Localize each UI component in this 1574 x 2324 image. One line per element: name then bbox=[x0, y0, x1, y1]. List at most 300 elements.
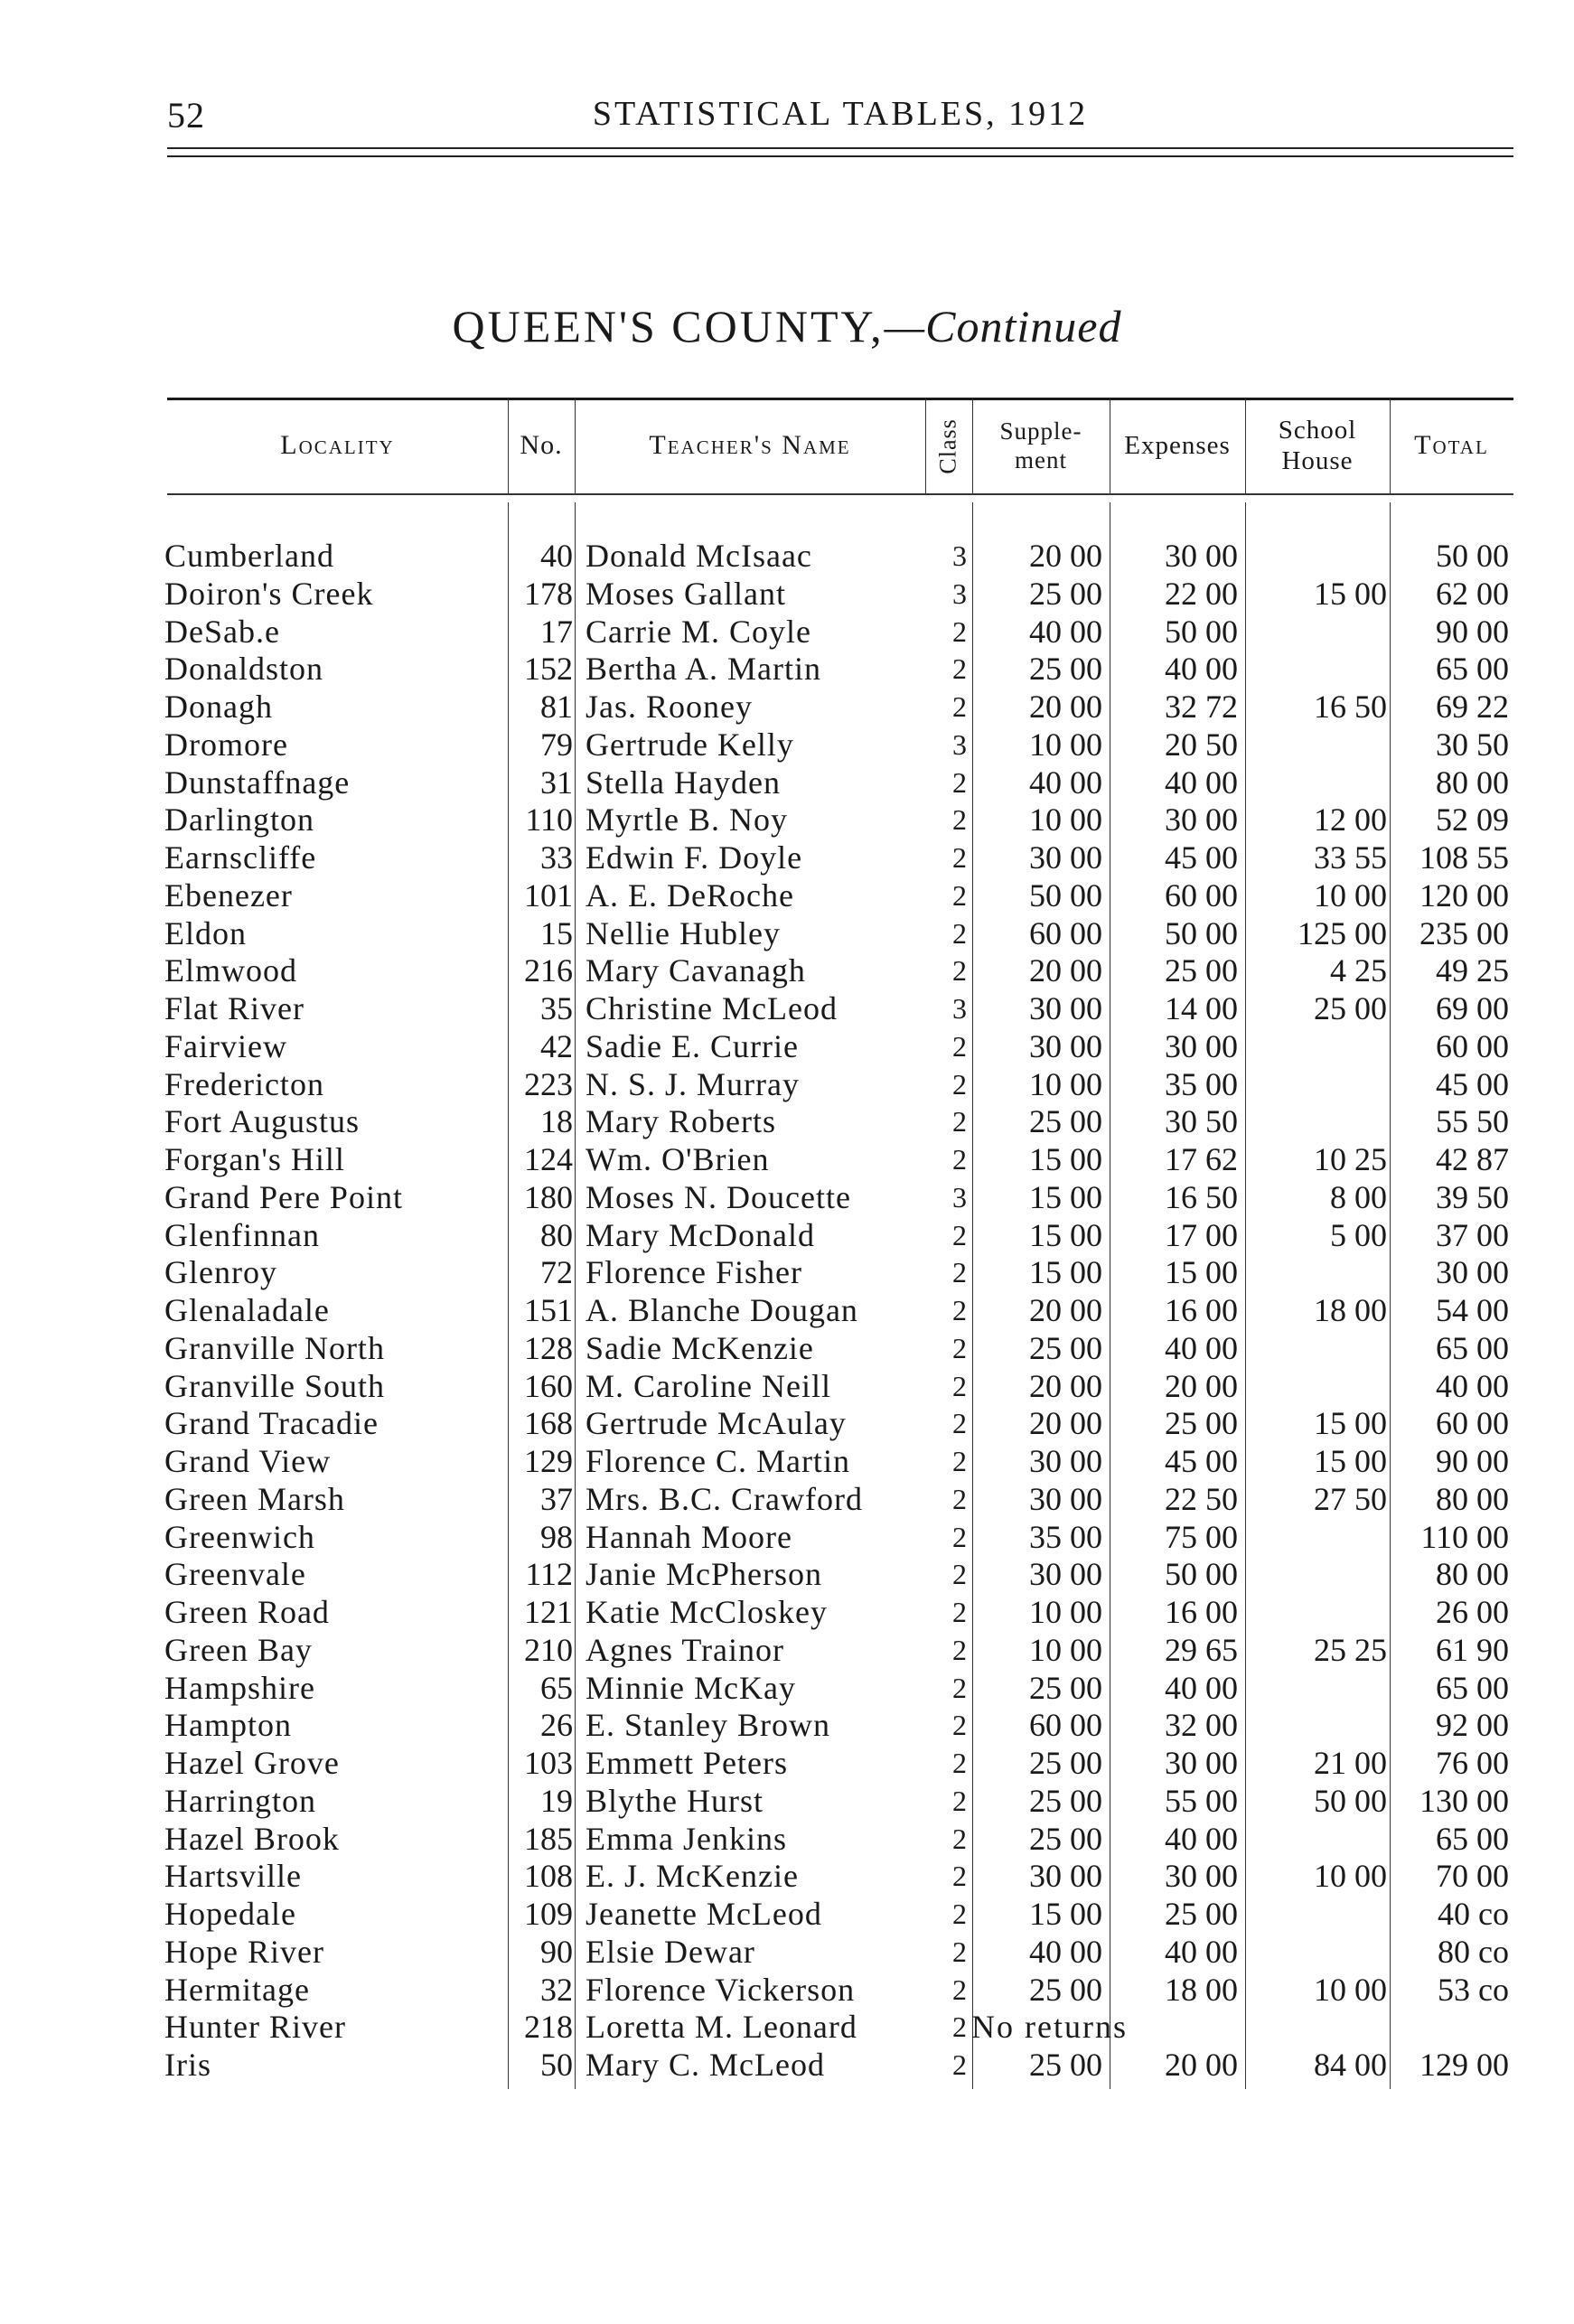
table-row bbox=[0, 2046, 1574, 2084]
table-row bbox=[0, 1820, 1574, 1858]
cell-class: 2 bbox=[952, 2048, 967, 2081]
table-row bbox=[0, 1140, 1574, 1178]
cell-total: 65 00 bbox=[1436, 1820, 1509, 1857]
cell-no: 151 bbox=[524, 1292, 573, 1328]
cell-expenses: 40 00 bbox=[1165, 1329, 1238, 1366]
table-row bbox=[0, 537, 1574, 575]
table-row bbox=[0, 1178, 1574, 1216]
table-row bbox=[0, 1442, 1574, 1480]
cell-teacher-name: Mary McDonald bbox=[586, 1216, 815, 1253]
cell-total: 90 00 bbox=[1436, 1443, 1509, 1479]
cell-supplement: 10 00 bbox=[1029, 1594, 1102, 1630]
page-header bbox=[167, 94, 1513, 139]
cell-no: 216 bbox=[524, 952, 573, 989]
cell-class: 3 bbox=[952, 727, 967, 761]
table-header-rule bbox=[167, 493, 1513, 495]
cell-expenses: 16 00 bbox=[1165, 1292, 1238, 1328]
cell-supplement: 10 00 bbox=[1029, 1631, 1102, 1668]
cell-expenses: 30 00 bbox=[1165, 538, 1238, 574]
cell-total: 52 09 bbox=[1436, 801, 1509, 839]
cell-total: 108 55 bbox=[1419, 839, 1509, 876]
cell-total: 76 00 bbox=[1436, 1745, 1509, 1781]
cell-school-house: 15 00 bbox=[1314, 575, 1387, 612]
cell-class: 2 bbox=[952, 1143, 967, 1176]
cell-teacher-name: Elsie Dewar bbox=[586, 1933, 755, 1970]
cell-locality: Greenwich bbox=[164, 1518, 315, 1555]
cell-note: No returns bbox=[971, 2009, 1128, 2046]
cell-expenses: 14 00 bbox=[1165, 990, 1238, 1026]
cell-supplement: 20 00 bbox=[1029, 1405, 1102, 1442]
cell-supplement: 20 00 bbox=[1029, 538, 1102, 574]
cell-expenses: 16 50 bbox=[1165, 1178, 1238, 1215]
cell-locality: Grand Pere Point bbox=[164, 1178, 403, 1215]
cell-class: 2 bbox=[952, 878, 967, 912]
table-row bbox=[0, 1631, 1574, 1669]
cell-locality: Donagh bbox=[164, 689, 273, 725]
cell-total: 60 00 bbox=[1436, 1405, 1509, 1442]
cell-teacher-name: Moses N. Doucette bbox=[586, 1178, 851, 1215]
cell-expenses: 60 00 bbox=[1165, 876, 1238, 914]
cell-expenses: 30 00 bbox=[1165, 801, 1238, 839]
cell-class: 2 bbox=[952, 1898, 967, 1930]
table-row bbox=[0, 2008, 1574, 2046]
cell-class: 2 bbox=[952, 1294, 967, 1326]
cell-class: 3 bbox=[952, 539, 967, 572]
cell-no: 128 bbox=[524, 1329, 573, 1366]
cell-total: 80 00 bbox=[1436, 764, 1509, 801]
table-row bbox=[0, 688, 1574, 726]
cell-expenses: 17 62 bbox=[1165, 1141, 1238, 1177]
cell-locality: Hampton bbox=[164, 1707, 292, 1744]
cell-school-house: 50 00 bbox=[1314, 1782, 1387, 1819]
cell-total: 90 00 bbox=[1436, 613, 1509, 650]
cell-supplement: 40 00 bbox=[1029, 764, 1102, 801]
cell-supplement: 10 00 bbox=[1029, 801, 1102, 839]
cell-class: 2 bbox=[952, 916, 967, 950]
cell-class: 2 bbox=[952, 614, 967, 648]
cell-locality: Grand View bbox=[164, 1443, 332, 1479]
cell-no: 223 bbox=[524, 1065, 573, 1102]
cell-locality: Glenroy bbox=[164, 1254, 277, 1291]
cell-supplement: 15 00 bbox=[1029, 1216, 1102, 1253]
cell-class: 2 bbox=[952, 1445, 967, 1477]
cell-supplement: 30 00 bbox=[1029, 1443, 1102, 1479]
cell-class: 2 bbox=[952, 1709, 967, 1742]
cell-total: 55 50 bbox=[1436, 1103, 1509, 1140]
county-title bbox=[0, 300, 1574, 352]
cell-locality: Ebenezer bbox=[164, 876, 293, 914]
cell-expenses: 25 00 bbox=[1165, 952, 1238, 989]
cell-total: 69 00 bbox=[1436, 990, 1509, 1026]
cell-total: 80 00 bbox=[1436, 1556, 1509, 1593]
cell-teacher-name: Hannah Moore bbox=[586, 1518, 792, 1555]
cell-total: 70 00 bbox=[1436, 1858, 1509, 1895]
cell-expenses: 40 00 bbox=[1165, 1933, 1238, 1970]
cell-supplement: 25 00 bbox=[1029, 2047, 1102, 2083]
cell-locality: Fredericton bbox=[164, 1065, 324, 1102]
cell-locality: Glenaladale bbox=[164, 1292, 330, 1328]
cell-locality: Dromore bbox=[164, 726, 288, 763]
cell-no: 42 bbox=[540, 1027, 573, 1064]
cell-no: 210 bbox=[524, 1631, 573, 1668]
cell-school-house: 10 00 bbox=[1314, 876, 1387, 914]
cell-supplement: 15 00 bbox=[1029, 1254, 1102, 1291]
cell-school-house: 8 00 bbox=[1330, 1178, 1387, 1215]
cell-locality: Darlington bbox=[164, 801, 314, 839]
table-row bbox=[0, 1367, 1574, 1405]
cell-supplement: 25 00 bbox=[1029, 1782, 1102, 1819]
cell-locality: Harrington bbox=[164, 1782, 316, 1819]
cell-no: 50 bbox=[540, 2047, 573, 2083]
cell-total: 45 00 bbox=[1436, 1065, 1509, 1102]
cell-supplement: 20 00 bbox=[1029, 1367, 1102, 1404]
cell-teacher-name: Christine McLeod bbox=[586, 990, 838, 1026]
header-supplement: Supple- ment bbox=[999, 417, 1082, 473]
cell-no: 32 bbox=[540, 1971, 573, 2008]
cell-teacher-name: Blythe Hurst bbox=[586, 1782, 764, 1819]
cell-supplement: 25 00 bbox=[1029, 1669, 1102, 1706]
cell-teacher-name: Agnes Trainor bbox=[586, 1631, 785, 1668]
cell-supplement: 25 00 bbox=[1029, 575, 1102, 612]
cell-supplement: 30 00 bbox=[1029, 1858, 1102, 1895]
cell-no: 81 bbox=[540, 689, 573, 725]
cell-expenses: 35 00 bbox=[1165, 1065, 1238, 1102]
cell-supplement: 20 00 bbox=[1029, 952, 1102, 989]
cell-expenses: 50 00 bbox=[1165, 1556, 1238, 1593]
cell-no: 101 bbox=[524, 876, 573, 914]
cell-teacher-name: E. J. McKenzie bbox=[586, 1858, 799, 1895]
cell-locality: Flat River bbox=[164, 990, 304, 1026]
cell-no: 33 bbox=[540, 839, 573, 876]
cell-teacher-name: Sadie McKenzie bbox=[586, 1329, 814, 1366]
cell-class: 2 bbox=[952, 803, 967, 837]
cell-no: 160 bbox=[524, 1367, 573, 1404]
cell-supplement: 25 00 bbox=[1029, 651, 1102, 688]
cell-supplement: 20 00 bbox=[1029, 1292, 1102, 1328]
cell-locality: Elmwood bbox=[164, 952, 297, 989]
table-row bbox=[0, 613, 1574, 651]
cell-total: 39 50 bbox=[1436, 1178, 1509, 1215]
cell-no: 18 bbox=[540, 1103, 573, 1140]
table-row bbox=[0, 1253, 1574, 1291]
cell-locality: Granville South bbox=[164, 1367, 385, 1404]
cell-locality: Hartsville bbox=[164, 1858, 302, 1895]
cell-class: 2 bbox=[952, 1029, 967, 1063]
cell-teacher-name: Jas. Rooney bbox=[586, 689, 753, 725]
table-row bbox=[0, 1518, 1574, 1556]
cell-total: 30 00 bbox=[1436, 1254, 1509, 1291]
cell-expenses: 25 00 bbox=[1165, 1405, 1238, 1442]
cell-class: 2 bbox=[952, 1973, 967, 2006]
table-row bbox=[0, 1706, 1574, 1744]
table-row bbox=[0, 764, 1574, 801]
cell-expenses: 16 00 bbox=[1165, 1594, 1238, 1630]
cell-supplement: 30 00 bbox=[1029, 1556, 1102, 1593]
cell-expenses: 45 00 bbox=[1165, 839, 1238, 876]
cell-expenses: 30 50 bbox=[1165, 1103, 1238, 1140]
cell-teacher-name: Mary C. McLeod bbox=[586, 2047, 825, 2083]
cell-expenses: 40 00 bbox=[1165, 1669, 1238, 1706]
cell-school-house: 15 00 bbox=[1314, 1405, 1387, 1442]
cell-supplement: 60 00 bbox=[1029, 914, 1102, 951]
cell-no: 103 bbox=[524, 1745, 573, 1781]
cell-school-house: 27 50 bbox=[1314, 1480, 1387, 1517]
header-class bbox=[925, 398, 972, 493]
cell-class: 2 bbox=[952, 954, 967, 988]
cell-teacher-name: M. Caroline Neill bbox=[586, 1367, 831, 1404]
cell-class: 2 bbox=[952, 1482, 967, 1515]
cell-school-house: 12 00 bbox=[1314, 801, 1387, 839]
cell-total: 50 00 bbox=[1436, 538, 1509, 574]
cell-teacher-name: Janie McPherson bbox=[586, 1556, 822, 1593]
table-row bbox=[0, 1555, 1574, 1593]
cell-locality: Donaldston bbox=[164, 651, 323, 688]
cell-locality: Greenvale bbox=[164, 1556, 306, 1593]
cell-no: 178 bbox=[524, 575, 573, 612]
cell-no: 110 bbox=[525, 801, 573, 839]
table-row bbox=[0, 726, 1574, 764]
table-row bbox=[0, 1027, 1574, 1065]
cell-total: 130 00 bbox=[1419, 1782, 1509, 1819]
cell-no: 129 bbox=[524, 1443, 573, 1479]
cell-expenses: 75 00 bbox=[1165, 1518, 1238, 1555]
cell-no: 17 bbox=[540, 613, 573, 650]
table-row bbox=[0, 839, 1574, 876]
cell-locality: Grand Tracadie bbox=[164, 1405, 379, 1442]
table-row bbox=[0, 1857, 1574, 1895]
cell-no: 90 bbox=[540, 1933, 573, 1970]
table-row bbox=[0, 1669, 1574, 1707]
cell-locality: Hampshire bbox=[164, 1669, 315, 1706]
cell-total: 30 50 bbox=[1436, 726, 1509, 763]
cell-teacher-name: Bertha A. Martin bbox=[586, 651, 821, 688]
county-name: QUEEN'S COUNTY, bbox=[452, 301, 885, 351]
cell-no: 121 bbox=[524, 1594, 573, 1630]
cell-locality: Hazel Grove bbox=[164, 1745, 340, 1781]
cell-expenses: 29 65 bbox=[1165, 1631, 1238, 1668]
cell-class: 2 bbox=[952, 1596, 967, 1628]
cell-locality: Eldon bbox=[164, 914, 247, 951]
cell-expenses: 40 00 bbox=[1165, 1820, 1238, 1857]
cell-supplement: 15 00 bbox=[1029, 1896, 1102, 1932]
table-row bbox=[0, 1216, 1574, 1254]
cell-total: 65 00 bbox=[1436, 651, 1509, 688]
cell-locality: Cumberland bbox=[164, 538, 334, 574]
cell-total: 80 00 bbox=[1436, 1480, 1509, 1517]
cell-school-house: 5 00 bbox=[1330, 1216, 1387, 1253]
cell-no: 152 bbox=[524, 651, 573, 688]
cell-no: 31 bbox=[540, 764, 573, 801]
cell-class: 2 bbox=[952, 2010, 967, 2044]
cell-no: 26 bbox=[540, 1707, 573, 1744]
cell-class: 2 bbox=[952, 1369, 967, 1402]
cell-school-house: 21 00 bbox=[1314, 1745, 1387, 1781]
cell-locality: Hopedale bbox=[164, 1896, 296, 1932]
cell-total: 49 25 bbox=[1436, 952, 1509, 989]
cell-class: 3 bbox=[952, 576, 967, 610]
cell-no: 65 bbox=[540, 1669, 573, 1706]
cell-supplement: 25 00 bbox=[1029, 1820, 1102, 1857]
table-row bbox=[0, 1329, 1574, 1367]
cell-total: 110 00 bbox=[1420, 1518, 1509, 1555]
cell-no: 80 bbox=[540, 1216, 573, 1253]
table-row bbox=[0, 1744, 1574, 1782]
cell-teacher-name: Mrs. B.C. Crawford bbox=[586, 1480, 863, 1517]
cell-teacher-name: Florence Fisher bbox=[586, 1254, 802, 1291]
cell-no: 15 bbox=[540, 914, 573, 951]
cell-teacher-name: Katie McCloskey bbox=[586, 1594, 828, 1630]
cell-total: 62 00 bbox=[1436, 575, 1509, 612]
cell-locality: Green Marsh bbox=[164, 1480, 345, 1517]
cell-supplement: 30 00 bbox=[1029, 990, 1102, 1026]
cell-no: 112 bbox=[525, 1556, 573, 1593]
cell-class: 2 bbox=[952, 1256, 967, 1289]
cell-no: 40 bbox=[540, 538, 573, 574]
cell-no: 79 bbox=[540, 726, 573, 763]
cell-class: 2 bbox=[952, 1822, 967, 1855]
cell-no: 124 bbox=[524, 1141, 573, 1177]
cell-teacher-name: Myrtle B. Noy bbox=[586, 801, 788, 839]
cell-locality: Granville North bbox=[164, 1329, 385, 1366]
table-row bbox=[0, 1480, 1574, 1518]
cell-supplement: 25 00 bbox=[1029, 1745, 1102, 1781]
table-row bbox=[0, 1933, 1574, 1971]
header-school-house: School House bbox=[1278, 416, 1357, 475]
cell-locality: Green Road bbox=[164, 1594, 330, 1630]
cell-total: 60 00 bbox=[1436, 1027, 1509, 1064]
cell-locality: Iris bbox=[164, 2047, 211, 2083]
cell-total: 65 00 bbox=[1436, 1669, 1509, 1706]
cell-no: 37 bbox=[540, 1480, 573, 1517]
cell-expenses: 32 72 bbox=[1165, 689, 1238, 725]
table-row bbox=[0, 989, 1574, 1027]
cell-class: 2 bbox=[952, 1558, 967, 1591]
cell-expenses: 30 00 bbox=[1165, 1027, 1238, 1064]
cell-teacher-name: Emmett Peters bbox=[586, 1745, 788, 1781]
cell-class: 2 bbox=[952, 1105, 967, 1139]
cell-locality: Fairview bbox=[164, 1027, 287, 1064]
cell-teacher-name: Edwin F. Doyle bbox=[586, 839, 803, 876]
cell-expenses: 50 00 bbox=[1165, 914, 1238, 951]
table-row bbox=[0, 914, 1574, 952]
cell-locality: Green Bay bbox=[164, 1631, 313, 1668]
cell-supplement: 20 00 bbox=[1029, 689, 1102, 725]
cell-class: 2 bbox=[952, 652, 967, 686]
cell-school-house: 125 00 bbox=[1298, 914, 1387, 951]
cell-no: 72 bbox=[540, 1254, 573, 1291]
cell-expenses: 45 00 bbox=[1165, 1443, 1238, 1479]
cell-class: 2 bbox=[952, 1860, 967, 1893]
cell-locality: DeSab.e bbox=[164, 613, 280, 650]
cell-teacher-name: N. S. J. Murray bbox=[586, 1065, 800, 1102]
cell-expenses: 25 00 bbox=[1165, 1896, 1238, 1932]
cell-expenses: 17 00 bbox=[1165, 1216, 1238, 1253]
cell-supplement: 15 00 bbox=[1029, 1178, 1102, 1215]
cell-locality: Hazel Brook bbox=[164, 1820, 340, 1857]
cell-class: 2 bbox=[952, 1935, 967, 1968]
header-total: Total bbox=[1414, 430, 1489, 461]
cell-total: 69 22 bbox=[1436, 689, 1509, 725]
cell-school-house: 16 50 bbox=[1314, 689, 1387, 725]
cell-expenses: 18 00 bbox=[1165, 1971, 1238, 2008]
cell-school-house: 33 55 bbox=[1314, 839, 1387, 876]
cell-locality: Doiron's Creek bbox=[164, 575, 374, 612]
cell-teacher-name: Moses Gallant bbox=[586, 575, 786, 612]
cell-total: 37 00 bbox=[1436, 1216, 1509, 1253]
cell-locality: Earnscliffe bbox=[164, 839, 317, 876]
cell-teacher-name: Gertrude McAulay bbox=[586, 1405, 847, 1442]
cell-expenses: 50 00 bbox=[1165, 613, 1238, 650]
cell-supplement: 10 00 bbox=[1029, 726, 1102, 763]
cell-teacher-name: Donald McIsaac bbox=[586, 538, 812, 574]
cell-supplement: 10 00 bbox=[1029, 1065, 1102, 1102]
cell-total: 26 00 bbox=[1436, 1594, 1509, 1630]
cell-teacher-name: Wm. O'Brien bbox=[586, 1141, 770, 1177]
cell-teacher-name: Stella Hayden bbox=[586, 764, 781, 801]
cell-class: 2 bbox=[952, 1218, 967, 1251]
cell-locality: Hunter River bbox=[164, 2009, 346, 2046]
table-row bbox=[0, 801, 1574, 839]
table-row bbox=[0, 1895, 1574, 1933]
cell-no: 180 bbox=[524, 1178, 573, 1215]
cell-expenses: 22 00 bbox=[1165, 575, 1238, 612]
cell-supplement: 60 00 bbox=[1029, 1707, 1102, 1744]
continued-label: —Continued bbox=[884, 301, 1122, 351]
cell-no: 19 bbox=[540, 1782, 573, 1819]
header-locality: Locality bbox=[280, 430, 395, 461]
cell-total: 65 00 bbox=[1436, 1329, 1509, 1366]
cell-teacher-name: Jeanette McLeod bbox=[586, 1896, 822, 1932]
cell-no: 109 bbox=[524, 1896, 573, 1932]
header-rule-bottom bbox=[167, 155, 1513, 157]
cell-total: 42 87 bbox=[1436, 1141, 1509, 1177]
cell-total: 54 00 bbox=[1436, 1292, 1509, 1328]
cell-teacher-name: Gertrude Kelly bbox=[586, 726, 794, 763]
cell-supplement: 30 00 bbox=[1029, 1480, 1102, 1517]
cell-teacher-name: Sadie E. Currie bbox=[586, 1027, 799, 1064]
cell-school-house: 15 00 bbox=[1314, 1443, 1387, 1479]
cell-school-house: 10 25 bbox=[1314, 1141, 1387, 1177]
cell-locality: Hermitage bbox=[164, 1971, 310, 2008]
cell-school-house: 25 25 bbox=[1314, 1631, 1387, 1668]
cell-teacher-name: Carrie M. Coyle bbox=[586, 613, 811, 650]
cell-total: 120 00 bbox=[1419, 876, 1509, 914]
cell-supplement: 35 00 bbox=[1029, 1518, 1102, 1555]
cell-class: 3 bbox=[952, 1180, 967, 1214]
table-row bbox=[0, 876, 1574, 914]
cell-total: 40 co bbox=[1438, 1896, 1509, 1932]
cell-school-house: 84 00 bbox=[1314, 2047, 1387, 2083]
cell-class: 2 bbox=[952, 1331, 967, 1364]
cell-class: 2 bbox=[952, 1784, 967, 1817]
cell-locality: Fort Augustus bbox=[164, 1103, 361, 1140]
cell-teacher-name: Nellie Hubley bbox=[586, 914, 781, 951]
cell-supplement: 30 00 bbox=[1029, 1027, 1102, 1064]
cell-no: 108 bbox=[524, 1858, 573, 1895]
table-row bbox=[0, 575, 1574, 613]
table-row bbox=[0, 1593, 1574, 1631]
cell-expenses: 32 00 bbox=[1165, 1707, 1238, 1744]
cell-expenses: 40 00 bbox=[1165, 764, 1238, 801]
cell-locality: Forgan's Hill bbox=[164, 1141, 345, 1177]
cell-class: 2 bbox=[952, 1633, 967, 1666]
cell-class: 2 bbox=[952, 1067, 967, 1101]
cell-class: 2 bbox=[952, 1671, 967, 1704]
running-title: STATISTICAL TABLES, 1912 bbox=[592, 95, 1089, 133]
cell-expenses: 22 50 bbox=[1165, 1480, 1238, 1517]
cell-locality: Hope River bbox=[164, 1933, 324, 1970]
table-row bbox=[0, 650, 1574, 688]
